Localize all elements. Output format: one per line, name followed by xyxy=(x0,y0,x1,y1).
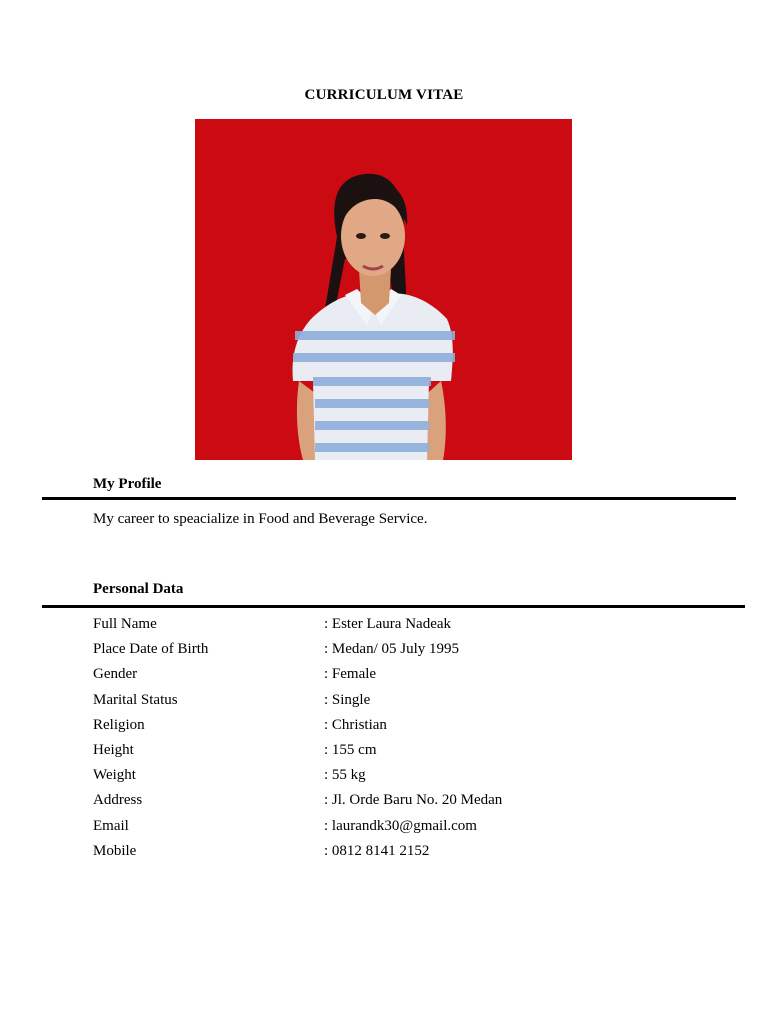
document-title: CURRICULUM VITAE xyxy=(304,87,464,103)
field-label: Height xyxy=(93,741,134,758)
profile-photo xyxy=(195,119,572,460)
field-value: : laurandk30@gmail.com xyxy=(324,817,477,834)
field-value: : Medan/ 05 July 1995 xyxy=(324,641,459,658)
field-label: Email xyxy=(93,817,129,834)
field-value: : 55 kg xyxy=(324,767,366,784)
field-label: Address xyxy=(93,792,143,809)
field-label: Weight xyxy=(93,767,136,784)
field-value: : Single xyxy=(324,691,371,708)
my-profile-heading: My Profile xyxy=(93,476,162,492)
field-value: : Ester Laura Nadeak xyxy=(324,616,452,632)
field-label: Mobile xyxy=(93,842,137,859)
field-value: : 155 cm xyxy=(324,741,377,758)
personal-data-divider xyxy=(42,605,745,608)
field-value: : 0812 8141 2152 xyxy=(324,842,430,859)
field-label: Marital Status xyxy=(93,691,178,708)
personal-data-heading: Personal Data xyxy=(93,581,184,597)
field-value: : Christian xyxy=(324,716,387,733)
field-value: : Jl. Orde Baru No. 20 Medan xyxy=(324,792,503,809)
field-label: Gender xyxy=(93,666,138,683)
field-value: : Female xyxy=(324,666,377,683)
profile-text: My career to speacialize in Food and Beverage Service. xyxy=(93,511,428,527)
profile-divider xyxy=(42,497,736,500)
field-label: Full Name xyxy=(93,616,157,632)
field-label: Religion xyxy=(93,716,145,733)
field-label: Place Date of Birth xyxy=(93,641,209,658)
